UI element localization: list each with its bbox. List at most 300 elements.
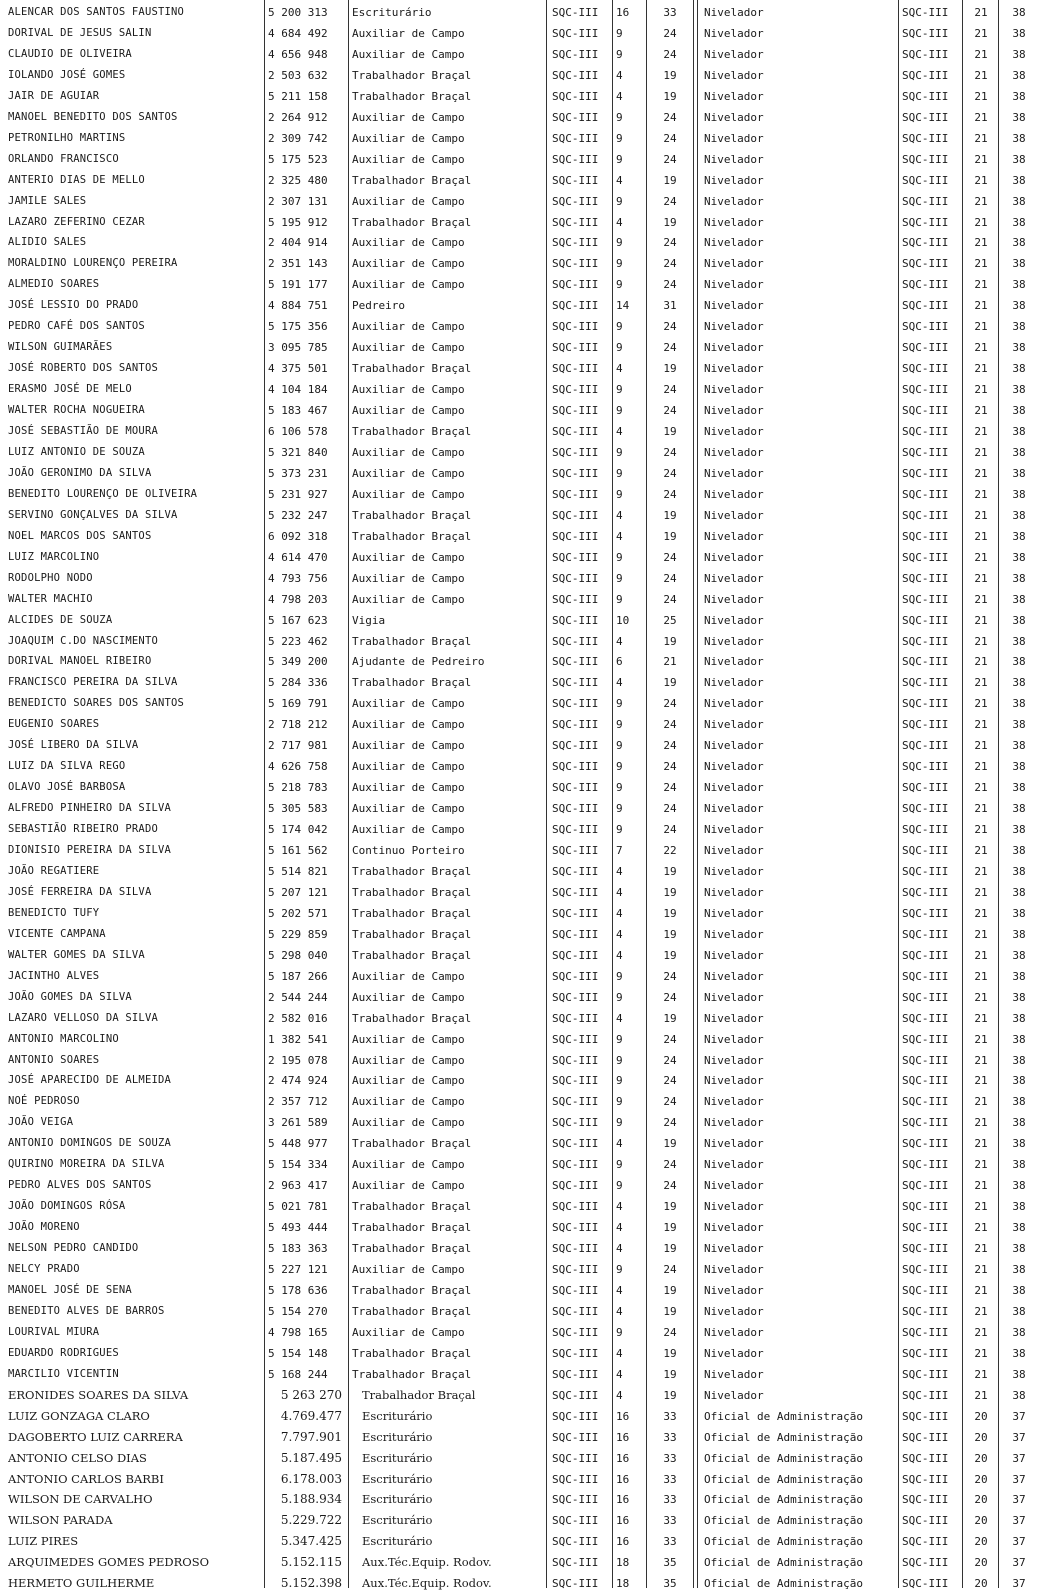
current-role-cell: Auxiliar de Campo: [352, 781, 465, 795]
registration-number-cell: 3 095 785: [268, 341, 328, 355]
new-role-cell: Nivelador: [704, 885, 764, 899]
new-grade-cell: 21: [974, 1011, 988, 1025]
registration-number-cell: 5 175 356: [268, 320, 328, 334]
employee-name-cell: WILSON DE CARVALHO: [8, 1492, 153, 1507]
current-reference-cell: SQC-III: [552, 68, 599, 82]
new-role-cell: Nivelador: [704, 1242, 764, 1256]
current-grade-cell: 9: [616, 445, 623, 459]
table-row: [0, 295, 1045, 316]
table-row: [0, 798, 1045, 819]
current-level-cell: 19: [663, 89, 677, 103]
employee-name-cell: WALTER GOMES DA SILVA: [8, 948, 145, 961]
current-role-cell: Continuo Porteiro: [352, 844, 465, 857]
current-grade-cell: 9: [616, 990, 623, 1004]
employee-name-cell: IOLANDO JOSÉ GOMES: [8, 68, 126, 81]
new-role-cell: Nivelador: [704, 508, 764, 522]
new-reference-cell: SQC-III: [902, 1242, 949, 1256]
new-level-cell: 38: [1012, 885, 1026, 899]
new-role-cell: Oficial de Administração: [704, 1535, 863, 1549]
new-level-cell: 38: [1012, 173, 1026, 187]
new-grade-cell: 21: [974, 425, 988, 438]
current-role-cell: Auxiliar de Campo: [352, 1053, 465, 1067]
new-grade-cell: 21: [974, 341, 988, 355]
new-reference-cell: SQC-III: [902, 1074, 949, 1088]
current-grade-cell: 4: [616, 885, 623, 899]
new-level-cell: 38: [1012, 655, 1026, 669]
new-level-cell: 38: [1012, 404, 1026, 418]
current-role-cell: Auxiliar de Campo: [352, 404, 465, 418]
current-level-cell: 24: [663, 1179, 677, 1193]
current-reference-cell: SQC-III: [552, 26, 599, 40]
current-role-cell: Auxiliar de Campo: [352, 47, 465, 61]
current-level-cell: 19: [663, 1283, 677, 1297]
registration-number-cell: 2 503 632: [268, 68, 328, 82]
new-role-cell: Nivelador: [704, 1346, 764, 1360]
table-row: [0, 1406, 1045, 1427]
current-grade-cell: 6: [616, 655, 623, 669]
new-role-cell: Nivelador: [704, 760, 764, 774]
new-reference-cell: SQC-III: [902, 320, 949, 334]
new-grade-cell: 21: [974, 47, 988, 61]
current-reference-cell: SQC-III: [552, 1158, 599, 1172]
registration-number-cell: 2 309 742: [268, 131, 328, 145]
new-grade-cell: 21: [974, 529, 988, 543]
new-level-cell: 38: [1012, 990, 1026, 1004]
employee-name-cell: JOAQUIM C.DO NASCIMENTO: [8, 634, 158, 647]
new-role-cell: Nivelador: [704, 529, 764, 543]
employee-name-cell: PETRONILHO MARTINS: [8, 131, 126, 144]
current-reference-cell: SQC-III: [552, 781, 599, 795]
new-level-cell: 38: [1012, 1116, 1026, 1130]
current-reference-cell: SQC-III: [552, 844, 599, 857]
registration-number-cell: 2 718 212: [268, 718, 328, 732]
registration-number-cell: 5 174 042: [268, 823, 328, 837]
current-role-cell: Trabalhador Braçal: [352, 948, 472, 962]
current-level-cell: 19: [663, 1304, 677, 1318]
new-reference-cell: SQC-III: [902, 487, 949, 501]
new-grade-cell: 21: [974, 571, 988, 585]
new-reference-cell: SQC-III: [902, 1556, 949, 1570]
current-role-cell: Auxiliar de Campo: [352, 487, 465, 501]
current-level-cell: 24: [663, 571, 677, 585]
new-reference-cell: SQC-III: [902, 1346, 949, 1360]
registration-number-cell: 5 154 270: [268, 1304, 328, 1318]
new-level-cell: 38: [1012, 781, 1026, 795]
current-role-cell: Trabalhador Braçal: [352, 173, 472, 187]
table-row: [0, 86, 1045, 107]
new-grade-cell: 20: [974, 1577, 988, 1591]
new-level-cell: 38: [1012, 592, 1026, 606]
table-row: [0, 589, 1045, 610]
current-role-cell: Trabalhador Braçal: [352, 906, 472, 920]
current-reference-cell: SQC-III: [552, 823, 599, 837]
current-level-cell: 24: [663, 550, 677, 564]
current-level-cell: 24: [663, 697, 677, 711]
new-grade-cell: 21: [974, 89, 988, 103]
registration-number-cell: 1 382 541: [268, 1032, 328, 1046]
current-grade-cell: 7: [616, 844, 623, 857]
table-row: [0, 1489, 1045, 1510]
current-level-cell: 24: [663, 487, 677, 501]
current-grade-cell: 4: [616, 215, 623, 229]
new-grade-cell: 21: [974, 6, 988, 19]
table-row: [0, 1008, 1045, 1029]
new-grade-cell: 21: [974, 1095, 988, 1109]
new-level-cell: 37: [1012, 1409, 1026, 1423]
table-row: [0, 1070, 1045, 1091]
new-role-cell: Nivelador: [704, 26, 764, 40]
table-row: [0, 1029, 1045, 1050]
table-row: [0, 672, 1045, 693]
registration-number-cell: 5.229.722: [280, 1513, 342, 1528]
table-row: [0, 128, 1045, 149]
employee-name-cell: ALFREDO PINHEIRO DA SILVA: [8, 802, 172, 815]
new-reference-cell: SQC-III: [902, 236, 949, 250]
new-role-cell: Nivelador: [704, 341, 764, 355]
table-row: [0, 1364, 1045, 1385]
registration-number-cell: 2 351 143: [268, 257, 328, 271]
current-level-cell: 24: [663, 194, 677, 208]
new-role-cell: Nivelador: [704, 990, 764, 1004]
current-reference-cell: SQC-III: [552, 1263, 599, 1276]
employee-name-cell: ALMEDIO SOARES: [8, 278, 100, 291]
registration-number-cell: 5 195 912: [268, 215, 328, 229]
employee-name-cell: EUGENIO SOARES: [8, 718, 100, 731]
new-grade-cell: 21: [974, 1158, 988, 1172]
current-level-cell: 24: [663, 592, 677, 606]
new-role-cell: Nivelador: [704, 844, 764, 857]
new-reference-cell: SQC-III: [902, 760, 949, 774]
registration-number-cell: 5 373 231: [268, 466, 328, 480]
table-row: [0, 1469, 1045, 1490]
new-reference-cell: SQC-III: [902, 529, 949, 543]
new-role-cell: Nivelador: [704, 739, 764, 753]
new-level-cell: 38: [1012, 257, 1026, 271]
new-grade-cell: 21: [974, 1032, 988, 1046]
new-reference-cell: SQC-III: [902, 571, 949, 585]
current-reference-cell: SQC-III: [552, 676, 599, 690]
current-role-cell: Auxiliar de Campo: [352, 1179, 465, 1193]
current-reference-cell: SQC-III: [552, 383, 599, 397]
registration-number-cell: 4 798 203: [268, 592, 328, 606]
current-level-cell: 24: [663, 445, 677, 459]
registration-number-cell: 5 263 270: [280, 1387, 342, 1402]
registration-number-cell: 5 231 927: [268, 487, 328, 501]
employee-name-cell: WALTER ROCHA NOGUEIRA: [8, 404, 145, 417]
current-reference-cell: SQC-III: [552, 404, 599, 418]
new-reference-cell: SQC-III: [902, 362, 949, 376]
current-level-cell: 19: [663, 529, 677, 543]
new-reference-cell: SQC-III: [902, 1011, 949, 1025]
new-reference-cell: SQC-III: [902, 676, 949, 690]
current-level-cell: 19: [663, 927, 677, 941]
current-role-cell: Auxiliar de Campo: [352, 990, 465, 1004]
new-grade-cell: 21: [974, 885, 988, 899]
table-row: [0, 735, 1045, 756]
current-grade-cell: 9: [616, 697, 623, 711]
employee-name-cell: PEDRO CAFÉ DOS SANTOS: [8, 320, 145, 333]
current-reference-cell: SQC-III: [552, 739, 599, 753]
current-level-cell: 24: [663, 47, 677, 61]
new-role-cell: Nivelador: [704, 676, 764, 690]
new-role-cell: Nivelador: [704, 592, 764, 606]
new-role-cell: Oficial de Administração: [704, 1493, 863, 1507]
current-grade-cell: 9: [616, 1053, 623, 1067]
table-row: [0, 379, 1045, 400]
current-reference-cell: SQC-III: [552, 1430, 599, 1444]
registration-number-cell: 5 229 859: [268, 927, 328, 941]
new-grade-cell: 21: [974, 1116, 988, 1130]
new-reference-cell: SQC-III: [902, 927, 949, 941]
table-row: [0, 2, 1045, 23]
current-grade-cell: 9: [616, 802, 623, 816]
new-role-cell: Nivelador: [704, 1158, 764, 1172]
current-level-cell: 21: [663, 655, 677, 669]
registration-number-cell: 5 191 177: [268, 278, 328, 292]
new-level-cell: 38: [1012, 1388, 1026, 1402]
current-reference-cell: SQC-III: [552, 131, 599, 145]
current-reference-cell: SQC-III: [552, 1451, 599, 1465]
current-role-cell: Auxiliar de Campo: [352, 26, 465, 40]
new-role-cell: Nivelador: [704, 236, 764, 250]
registration-number-cell: 2 963 417: [268, 1179, 328, 1193]
current-reference-cell: SQC-III: [552, 110, 599, 124]
current-role-cell: Trabalhador Braçal: [352, 215, 472, 229]
current-grade-cell: 16: [616, 1451, 630, 1465]
new-reference-cell: SQC-III: [902, 1283, 949, 1297]
new-level-cell: 37: [1012, 1451, 1026, 1465]
current-grade-cell: 4: [616, 508, 623, 522]
employee-name-cell: SERVINO GONÇALVES DA SILVA: [8, 508, 178, 521]
current-level-cell: 24: [663, 257, 677, 271]
current-grade-cell: 4: [616, 173, 623, 187]
current-level-cell: 19: [663, 68, 677, 82]
employee-name-cell: JOSÉ ROBERTO DOS SANTOS: [8, 362, 158, 375]
new-grade-cell: 21: [974, 1137, 988, 1151]
current-level-cell: 19: [663, 1011, 677, 1025]
table-row: [0, 1217, 1045, 1238]
new-grade-cell: 20: [974, 1514, 988, 1528]
new-grade-cell: 21: [974, 1325, 988, 1339]
table-row: [0, 232, 1045, 253]
employee-name-cell: JOÃO GERONIMO DA SILVA: [8, 466, 152, 479]
current-role-cell: Auxiliar de Campo: [352, 550, 465, 564]
registration-number-cell: 5 232 247: [268, 508, 328, 522]
new-role-cell: Nivelador: [704, 110, 764, 124]
new-level-cell: 38: [1012, 1095, 1026, 1109]
current-role-cell: Trabalhador Braçal: [352, 676, 472, 690]
new-reference-cell: SQC-III: [902, 1179, 949, 1193]
new-level-cell: 38: [1012, 948, 1026, 962]
registration-number-cell: 5 021 781: [268, 1200, 328, 1214]
current-grade-cell: 9: [616, 383, 623, 397]
current-grade-cell: 4: [616, 634, 623, 648]
new-level-cell: 38: [1012, 194, 1026, 208]
employee-name-cell: JOÃO DOMINGOS RÓSA: [8, 1200, 126, 1213]
current-reference-cell: SQC-III: [552, 152, 599, 166]
new-level-cell: 38: [1012, 320, 1026, 334]
new-reference-cell: SQC-III: [902, 655, 949, 669]
current-level-cell: 33: [663, 1451, 677, 1465]
employee-name-cell: BENEDITO LOURENÇO DE OLIVEIRA: [8, 487, 198, 500]
new-grade-cell: 21: [974, 1221, 988, 1235]
current-grade-cell: 4: [616, 927, 623, 941]
new-reference-cell: SQC-III: [902, 844, 949, 857]
table-row: [0, 191, 1045, 212]
new-reference-cell: SQC-III: [902, 110, 949, 124]
registration-number-cell: 5 167 623: [268, 613, 328, 627]
current-role-cell: Trabalhador Braçal: [352, 1283, 472, 1297]
current-role-cell: Trabalhador Braçal: [352, 1011, 472, 1025]
registration-number-cell: 2 195 078: [268, 1053, 328, 1067]
new-grade-cell: 21: [974, 969, 988, 983]
table-row: [0, 1050, 1045, 1071]
current-grade-cell: 9: [616, 404, 623, 418]
table-row: [0, 1112, 1045, 1133]
new-grade-cell: 21: [974, 1283, 988, 1297]
new-reference-cell: SQC-III: [902, 1325, 949, 1339]
registration-number-cell: 5 178 636: [268, 1283, 328, 1297]
registration-number-cell: 5 207 121: [268, 885, 328, 899]
new-level-cell: 37: [1012, 1556, 1026, 1570]
employee-name-cell: JAMILE SALES: [8, 194, 87, 207]
current-reference-cell: SQC-III: [552, 927, 599, 941]
current-role-cell: Auxiliar de Campo: [352, 320, 465, 334]
new-level-cell: 38: [1012, 864, 1026, 878]
employee-name-cell: LUIZ GONZAGA CLARO: [8, 1408, 150, 1423]
new-role-cell: Oficial de Administração: [704, 1409, 863, 1423]
employee-name-cell: ANTONIO CARLOS BARBI: [8, 1471, 164, 1486]
current-grade-cell: 9: [616, 760, 623, 774]
current-grade-cell: 9: [616, 592, 623, 606]
employee-name-cell: JACINTHO ALVES: [8, 969, 100, 982]
current-level-cell: 24: [663, 1116, 677, 1130]
new-role-cell: Nivelador: [704, 1116, 764, 1130]
new-level-cell: 38: [1012, 529, 1026, 543]
column-divider: [962, 0, 963, 1588]
employee-name-cell: ERONIDES SOARES DA SILVA: [8, 1387, 189, 1402]
employee-name-cell: JOSÉ SEBASTIÃO DE MOURA: [8, 425, 158, 437]
current-grade-cell: 9: [616, 781, 623, 795]
table-row: [0, 1531, 1045, 1552]
current-level-cell: 19: [663, 906, 677, 920]
new-reference-cell: SQC-III: [902, 1451, 949, 1465]
current-level-cell: 24: [663, 152, 677, 166]
new-grade-cell: 21: [974, 26, 988, 40]
employee-name-cell: OLAVO JOSÉ BARBOSA: [8, 781, 126, 794]
new-level-cell: 38: [1012, 1179, 1026, 1193]
new-role-cell: Nivelador: [704, 571, 764, 585]
registration-number-cell: 6 092 318: [268, 529, 328, 543]
registration-number-cell: 2 474 924: [268, 1074, 328, 1088]
new-reference-cell: SQC-III: [902, 26, 949, 40]
registration-number-cell: 5.347.425: [280, 1534, 342, 1549]
new-grade-cell: 21: [974, 864, 988, 878]
registration-number-cell: 4 798 165: [268, 1325, 328, 1339]
new-role-cell: Nivelador: [704, 655, 764, 669]
new-grade-cell: 21: [974, 802, 988, 816]
new-level-cell: 38: [1012, 110, 1026, 124]
table-row: [0, 400, 1045, 421]
table-row: [0, 316, 1045, 337]
new-level-cell: 38: [1012, 131, 1026, 145]
current-role-cell: Escriturário: [362, 1429, 433, 1444]
current-grade-cell: 4: [616, 906, 623, 920]
employee-name-cell: JOSÉ FERREIRA DA SILVA: [8, 885, 152, 898]
current-reference-cell: SQC-III: [552, 885, 599, 899]
new-grade-cell: 21: [974, 906, 988, 920]
current-reference-cell: SQC-III: [552, 445, 599, 459]
current-level-cell: 24: [663, 1053, 677, 1067]
current-grade-cell: 9: [616, 823, 623, 837]
registration-number-cell: 5 169 791: [268, 697, 328, 711]
column-divider: [612, 0, 613, 1588]
employee-name-cell: BENEDICTO TUFY: [8, 906, 100, 919]
employee-name-cell: DAGOBERTO LUIZ CARRERA: [8, 1429, 183, 1444]
current-reference-cell: SQC-III: [552, 1095, 599, 1109]
registration-number-cell: 4 614 470: [268, 550, 328, 564]
table-row: [0, 651, 1045, 672]
registration-number-cell: 5.188.934: [280, 1492, 342, 1507]
new-role-cell: Nivelador: [704, 802, 764, 816]
new-grade-cell: 21: [974, 173, 988, 187]
table-row: [0, 1259, 1045, 1280]
registration-number-cell: 5 493 444: [268, 1221, 328, 1235]
new-role-cell: Nivelador: [704, 906, 764, 920]
registration-number-cell: 6.178.003: [280, 1471, 342, 1486]
new-grade-cell: 20: [974, 1451, 988, 1465]
registration-number-cell: 4 793 756: [268, 571, 328, 585]
current-role-cell: Trabalhador Braçal: [352, 1137, 472, 1151]
current-grade-cell: 9: [616, 1116, 623, 1130]
employee-name-cell: HERMETO GUILHERME: [8, 1576, 155, 1591]
current-reference-cell: SQC-III: [552, 466, 599, 480]
registration-number-cell: 5 202 571: [268, 906, 328, 920]
current-role-cell: Auxiliar de Campo: [352, 571, 465, 585]
column-divider: [998, 0, 999, 1588]
current-role-cell: Auxiliar de Campo: [352, 466, 465, 480]
employee-name-cell: ALCIDES DE SOUZA: [8, 613, 113, 626]
current-role-cell: Trabalhador Braçal: [352, 1367, 472, 1381]
current-grade-cell: 18: [616, 1577, 630, 1591]
new-grade-cell: 21: [974, 383, 988, 397]
new-reference-cell: SQC-III: [902, 299, 949, 313]
current-grade-cell: 14: [616, 299, 630, 313]
current-reference-cell: SQC-III: [552, 802, 599, 816]
new-grade-cell: 20: [974, 1472, 988, 1486]
current-reference-cell: SQC-III: [552, 1011, 599, 1025]
current-reference-cell: SQC-III: [552, 1074, 599, 1088]
registration-number-cell: 5 223 462: [268, 634, 328, 648]
table-row: [0, 1552, 1045, 1573]
new-grade-cell: 21: [974, 1367, 988, 1381]
current-level-cell: 35: [663, 1577, 677, 1591]
new-reference-cell: SQC-III: [902, 550, 949, 564]
new-reference-cell: SQC-III: [902, 718, 949, 732]
current-reference-cell: SQC-III: [552, 6, 599, 19]
new-grade-cell: 21: [974, 131, 988, 145]
registration-number-cell: 2 307 131: [268, 194, 328, 208]
employee-name-cell: LUIZ MARCOLINO: [8, 550, 100, 563]
new-reference-cell: SQC-III: [902, 445, 949, 459]
current-grade-cell: 9: [616, 718, 623, 732]
new-grade-cell: 21: [974, 655, 988, 669]
new-level-cell: 38: [1012, 1074, 1026, 1088]
new-level-cell: 38: [1012, 26, 1026, 40]
registration-number-cell: 5 183 363: [268, 1242, 328, 1256]
registration-number-cell: 5 211 158: [268, 89, 328, 103]
table-row: [0, 903, 1045, 924]
